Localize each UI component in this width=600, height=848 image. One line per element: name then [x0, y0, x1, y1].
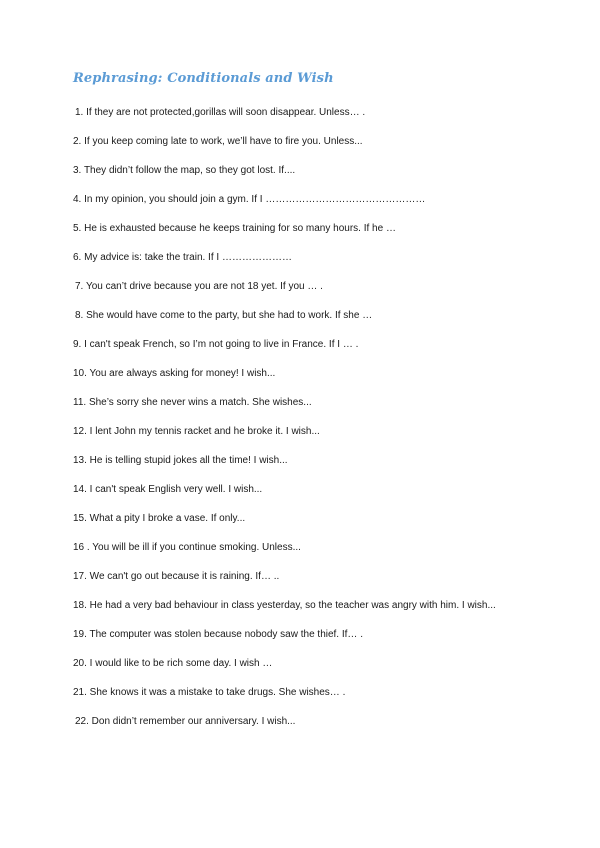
exercise-item: 13. He is telling stupid jokes all the time! I wish...: [73, 455, 288, 466]
exercise-item: 17. We can't go out because it is raining. If… ..: [73, 571, 280, 582]
exercise-item: 9. I can't speak French, so I’m not going to live in France. If I … .: [73, 339, 359, 350]
exercise-item: 2. If you keep coming late to work, we’ll have to fire you. Unless...: [73, 136, 363, 147]
exercise-item: 11. She’s sorry she never wins a match. She wishes...: [73, 397, 312, 408]
exercise-item: 1. If they are not protected,gorillas will soon disappear. Unless… .: [75, 107, 366, 118]
exercise-item: 18. He had a very bad behaviour in class yesterday, so the teacher was angry with him. I wish...: [73, 600, 496, 611]
exercise-item: 6. My advice is: take the train. If I …………………: [73, 252, 292, 263]
exercise-item: 12. I lent John my tennis racket and he broke it. I wish...: [73, 426, 320, 437]
exercise-item: 16 . You will be ill if you continue smoking. Unless...: [73, 542, 301, 553]
exercise-item: 20. I would like to be rich some day. I wish …: [73, 658, 273, 669]
exercise-item: 15. What a pity I broke a vase. If only...: [73, 513, 246, 524]
exercise-item: 5. He is exhausted because he keeps training for so many hours. If he …: [73, 223, 396, 234]
exercise-item: 21. She knows it was a mistake to take drugs. She wishes… .: [73, 687, 346, 698]
exercise-item: 10. You are always asking for money! I wish...: [73, 368, 276, 379]
exercise-item: 4. In my opinion, you should join a gym. If I …………………………………………: [73, 194, 426, 205]
exercise-item: 7. You can’t drive because you are not 18 yet. If you … .: [75, 281, 323, 292]
exercise-list: [73, 106, 513, 744]
exercise-item: 3. They didn’t follow the map, so they got lost. If....: [73, 165, 296, 176]
exercise-item: 8. She would have come to the party, but she had to work. If she …: [75, 310, 373, 321]
worksheet-title: Rephrasing: Conditionals and Wish: [73, 71, 334, 86]
exercise-item: 14. I can't speak English very well. I wish...: [73, 484, 263, 495]
exercise-item: 22. Don didn’t remember our anniversary. I wish...: [75, 716, 296, 727]
exercise-item: 19. The computer was stolen because nobody saw the thief. If… .: [73, 629, 363, 640]
